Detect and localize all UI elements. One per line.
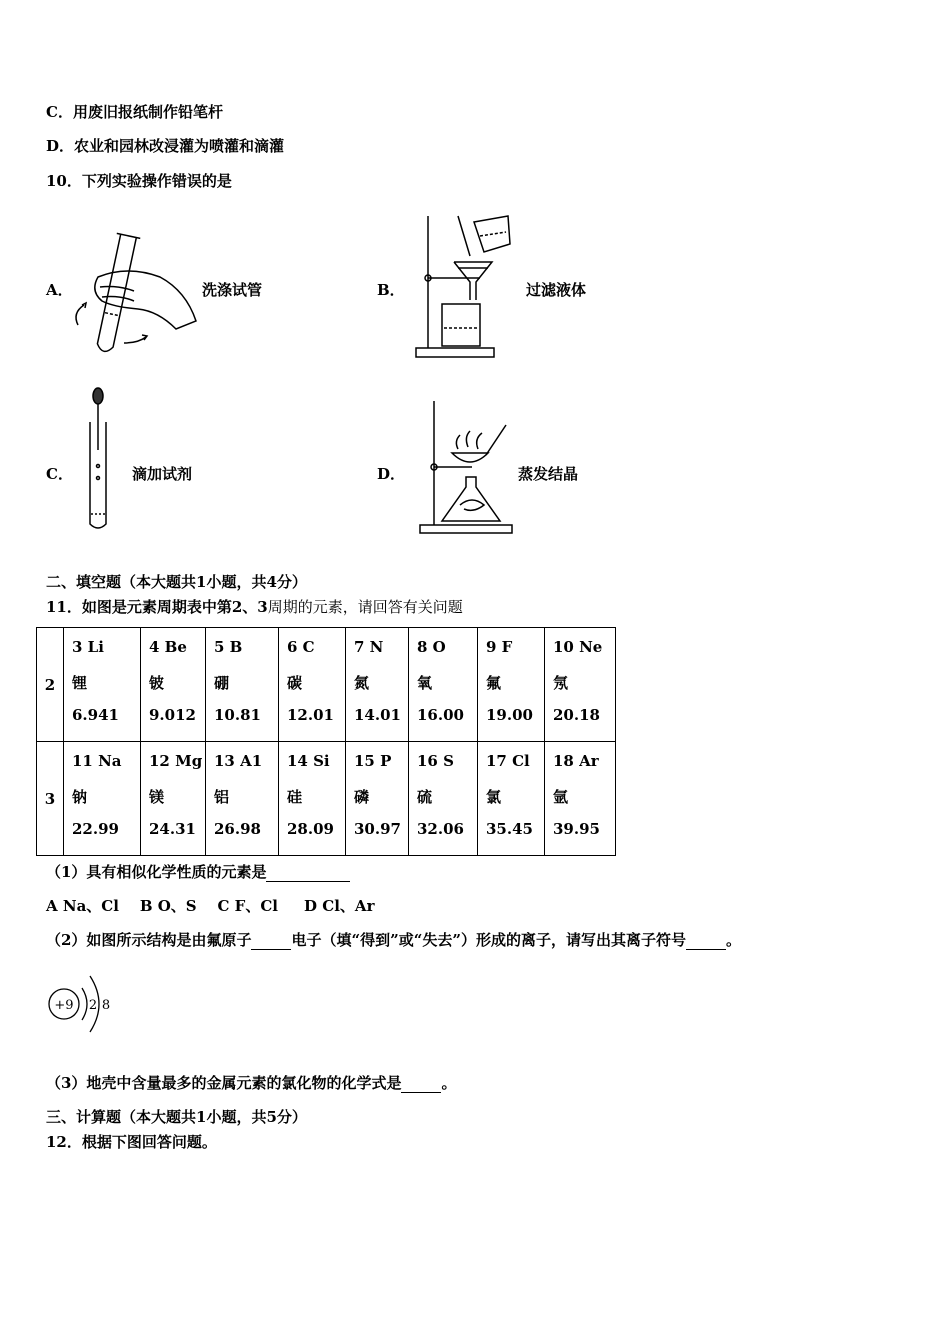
period-label: 3 bbox=[37, 742, 64, 856]
q11-stem bbox=[46, 596, 463, 617]
shell-1-electrons: 2 bbox=[88, 998, 98, 1013]
element-cell: 7 N 氮 14.01 bbox=[354, 638, 401, 724]
answer-blank[interactable] bbox=[251, 931, 291, 950]
section2-heading: 二、填空题（本大题共1小题，共4分） bbox=[46, 573, 307, 591]
q11-part1-choices: A Na、Cl B O、S C F、Cl D Cl、Ar bbox=[46, 897, 375, 915]
q11-part2-end: 。 bbox=[725, 931, 741, 949]
element-cell: 14 Si 硅 28.09 bbox=[287, 752, 334, 838]
element-cell: 17 Cl 氯 35.45 bbox=[486, 752, 533, 838]
q11-stem-light: 周期的元素，请回答有关问题 bbox=[267, 598, 463, 616]
q11-part3 bbox=[46, 1072, 456, 1093]
evaporation-figure bbox=[414, 395, 518, 535]
q12-stem: 12．根据下图回答问题。 bbox=[46, 1133, 217, 1151]
q11-part3-end: 。 bbox=[441, 1074, 457, 1092]
q10-option-d-caption: 蒸发结晶 bbox=[518, 465, 579, 483]
q10-option-a-letter: A． bbox=[46, 281, 73, 299]
q11-part1-text: （1）具有相似化学性质的元素是 bbox=[46, 863, 267, 881]
q10-option-b-letter: B． bbox=[377, 281, 405, 299]
table-row bbox=[37, 628, 616, 742]
q11-part2-text-b: 电子（填“得到”或“失去”）形成的离子，请写出其离子符号 bbox=[291, 931, 686, 949]
q9-option-d: D．农业和园林改浸灌为喷灌和滴灌 bbox=[46, 137, 285, 155]
element-cell: 12 Mg 镁 24.31 bbox=[149, 752, 203, 838]
q11-part3-text: （3）地壳中含量最多的金属元素的氯化物的化学式是 bbox=[46, 1074, 402, 1092]
q10-option-d-letter: D． bbox=[377, 465, 406, 483]
nucleus-charge: +9 bbox=[54, 998, 74, 1013]
element-cell: 10 Ne 氖 20.18 bbox=[553, 638, 603, 724]
shell-2-electrons: 8 bbox=[101, 998, 111, 1013]
element-cell: 4 Be 铍 9.012 bbox=[149, 638, 196, 724]
answer-blank[interactable] bbox=[686, 931, 726, 950]
element-cell: 3 Li 锂 6.941 bbox=[72, 638, 119, 724]
washing-test-tube-figure bbox=[68, 225, 208, 365]
element-cell: 16 S 硫 32.06 bbox=[417, 752, 464, 838]
element-cell: 18 Ar 氩 39.95 bbox=[553, 752, 600, 838]
q10-option-a-caption: 洗涤试管 bbox=[202, 281, 263, 299]
periodic-table bbox=[36, 627, 616, 856]
q11-part1 bbox=[46, 861, 350, 882]
q11-stem-bold: 11．如图是元素周期表中第2、3 bbox=[46, 598, 268, 616]
answer-blank[interactable] bbox=[401, 1074, 441, 1093]
q11-part2-text-a: （2）如图所示结构是由氟原子 bbox=[46, 931, 252, 949]
element-cell: 6 C 碳 12.01 bbox=[287, 638, 334, 724]
q10-option-c-caption: 滴加试剂 bbox=[132, 465, 193, 483]
q9-option-c: C．用废旧报纸制作铅笔杆 bbox=[46, 103, 223, 121]
q10-stem: 10．下列实验操作错误的是 bbox=[46, 172, 232, 190]
answer-blank[interactable] bbox=[266, 863, 350, 882]
element-cell: 8 O 氧 16.00 bbox=[417, 638, 464, 724]
q10-option-b-caption: 过滤液体 bbox=[526, 281, 587, 299]
section3-heading: 三、计算题（本大题共1小题，共5分） bbox=[46, 1108, 307, 1126]
q11-part2 bbox=[46, 929, 741, 950]
dropper-figure bbox=[82, 386, 116, 536]
element-cell: 5 B 硼 10.81 bbox=[214, 638, 261, 724]
element-cell: 15 P 磷 30.97 bbox=[354, 752, 401, 838]
q10-option-c-letter: C． bbox=[46, 465, 73, 483]
element-cell: 9 F 氟 19.00 bbox=[486, 638, 533, 724]
filtration-figure bbox=[410, 208, 525, 363]
ion-structure-diagram bbox=[44, 962, 124, 1046]
element-cell: 11 Na 钠 22.99 bbox=[72, 752, 122, 838]
element-cell: 13 A1 铝 26.98 bbox=[214, 752, 263, 838]
period-label: 2 bbox=[37, 628, 64, 742]
table-row bbox=[37, 742, 616, 856]
